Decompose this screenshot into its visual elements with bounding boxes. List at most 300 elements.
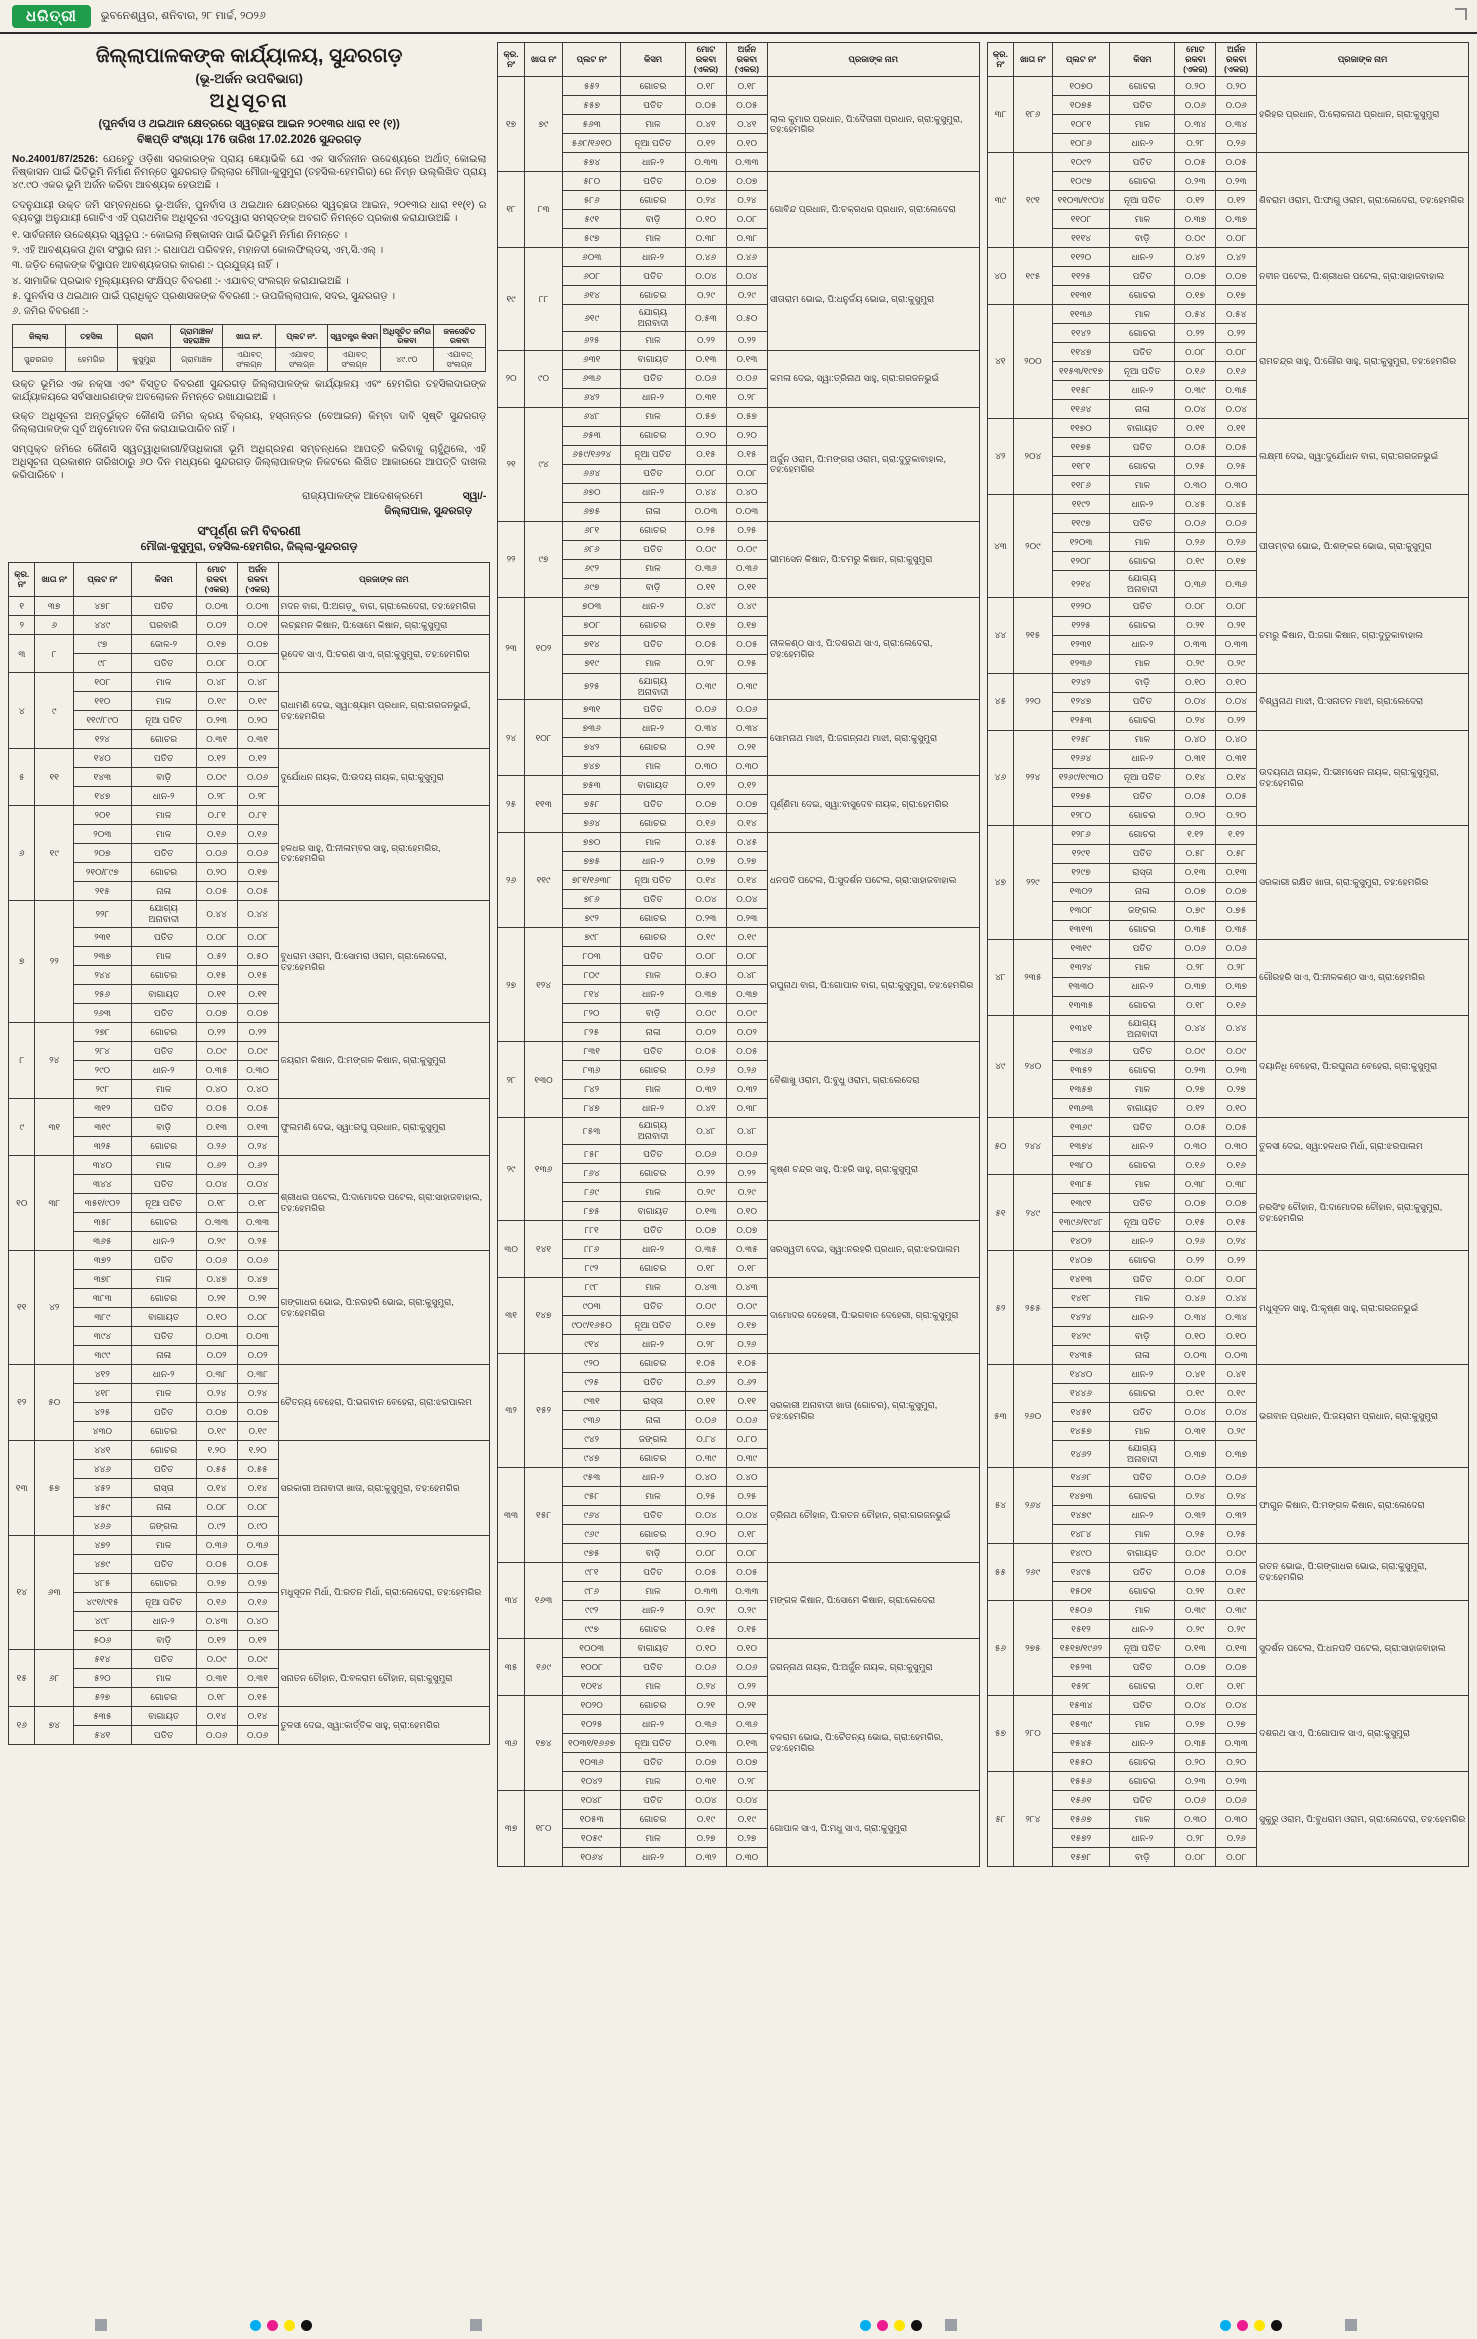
plot-cell: ୧୩୯୧ xyxy=(1052,1194,1110,1213)
area-acquired-cell: ୦.୧୮ xyxy=(726,1259,767,1278)
kisam-cell: ଧାନ-୨ xyxy=(1110,1734,1175,1753)
kisam-cell: ବାଡ଼ି xyxy=(131,768,196,787)
area-total-cell: ୦.୦୩ xyxy=(1175,1346,1216,1365)
plot-cell: ୧୩୫୭ xyxy=(1052,1080,1110,1099)
area-acquired-cell: ୦.୨୯ xyxy=(726,1601,767,1620)
area-total-cell: ୦.୫୭ xyxy=(686,407,727,426)
kisam-cell: ପତିତ xyxy=(131,1099,196,1118)
area-total-cell: ୦.୩୫ xyxy=(686,1240,727,1259)
area-acquired-cell: ୦.୨୮ xyxy=(726,388,767,407)
color-dot xyxy=(301,2320,312,2331)
area-acquired-cell: ୦.୦୮ xyxy=(1216,343,1257,362)
kisam-cell: ପତିତ xyxy=(131,1650,196,1669)
area-total-cell: ୦.୩୪ xyxy=(1175,1308,1216,1327)
kisam-cell: ପତିତ xyxy=(1110,787,1175,806)
kisam-cell: ଗୋଚର xyxy=(621,77,686,96)
land-row xyxy=(498,172,979,191)
plot-cell: ୧୦୮୧ xyxy=(1052,115,1110,134)
owner-name-cell: ମଙ୍ଗଳ କିଷାନ, ପି:ସୋମେ କିଷାନ, ଗ୍ରା:ଲେଦେରା xyxy=(767,1563,979,1639)
plot-cell: ୯୩୬ xyxy=(563,1411,621,1430)
column-header: ପ୍ଲଟ ନଂ. xyxy=(275,325,328,348)
area-total-cell: ୦.୨୪ xyxy=(1175,711,1216,730)
kisam-cell: ନାଳା xyxy=(131,1346,196,1365)
area-total-cell: ୦.୪୧ xyxy=(686,1099,727,1118)
plot-cell: ୮୧୪ xyxy=(563,985,621,1004)
kisam-cell: ଯୋଗ୍ୟ ଅନାବାଦୀ xyxy=(621,1118,686,1145)
land-row xyxy=(987,1118,1468,1137)
plot-cell: ୧୩୩୫ xyxy=(1052,996,1110,1015)
plot-cell: ୭୭୦ xyxy=(563,833,621,852)
kisam-cell: ପତିତ xyxy=(131,1042,196,1061)
serial-cell: ୪୮ xyxy=(987,939,1013,1015)
land-row xyxy=(498,407,979,426)
kisam-cell: ଗୋଚର xyxy=(1110,920,1175,939)
khata-cell: ୧୦୨ xyxy=(524,597,563,700)
kisam-cell: ଧାନ-୨ xyxy=(621,985,686,1004)
kisam-cell: ଗୋଚର xyxy=(131,1213,196,1232)
plot-cell: ୧୦୫୯ xyxy=(563,1829,621,1848)
owner-name-cell: ତୁଳସୀ ଦେଇ, ସ୍ୱା:ହଳଧର ମିର୍ଧା, ଗ୍ରା:ଝରପାଲମ xyxy=(1257,1118,1469,1175)
plot-cell: ୧୦୨୦ xyxy=(563,1696,621,1715)
kisam-cell: ପତିତ xyxy=(1110,844,1175,863)
plot-cell: ୬୮୬ xyxy=(563,540,621,559)
area-acquired-cell: ୦.୩୭ xyxy=(1216,210,1257,229)
area-acquired-cell: ୦.୦୫ xyxy=(1216,787,1257,806)
kisam-cell: ଜୋଳ-୨ xyxy=(131,635,196,654)
area-total-cell: ୦.୩୮ xyxy=(686,229,727,248)
column-header: ଗ୍ରାମ xyxy=(118,325,171,348)
khata-cell: ୮ xyxy=(35,635,74,673)
area-total-cell: ୦.୦୪ xyxy=(1175,1403,1216,1422)
area-acquired-cell: ୦.୧୭ xyxy=(1216,552,1257,571)
plot-cell: ୩୮୩ xyxy=(73,1289,131,1308)
plot-cell: ୩୫୧/୯୦୨ xyxy=(73,1194,131,1213)
owner-name-cell: କମଳା ଦେଇ, ସ୍ୱା:ତ୍ରିନାଥ ସାହୁ, ଗ୍ରା:ଗରଜନଭୁଇଁ xyxy=(767,350,979,407)
kisam-cell: ମାଳ xyxy=(621,1487,686,1506)
khata-cell: ୧୯ xyxy=(35,806,74,901)
owner-name-cell: ଅର୍ଜୁନ ଓରାମ, ପି:ମଙ୍ଗରା ଓରାମ, ଗ୍ରା:ଦୁଡୁକାବାହାଲ, ତହ:ହେମଗିର xyxy=(767,407,979,521)
area-acquired-cell: ୦.୨୮ xyxy=(726,1772,767,1791)
kisam-cell: ପତିତ xyxy=(1110,597,1175,616)
kisam-cell: ଗୋଚର xyxy=(621,1525,686,1544)
plot-cell: ୮୫୩ xyxy=(563,1118,621,1145)
serial-cell: ୫୨ xyxy=(987,1251,1013,1365)
plot-cell: ୮୬୪ xyxy=(563,1164,621,1183)
kisam-cell: ଗୋଚର xyxy=(131,1137,196,1156)
owner-name-cell: ଗୋବିନ୍ଦ ପ୍ରଧାନ, ପି:ଚକ୍ରଧର ପ୍ରଧାନ, ଗ୍ରା:ଲେଦେରା xyxy=(767,172,979,248)
plot-cell: ୧୦୭୦ xyxy=(1052,77,1110,96)
area-total-cell: ୦.୦୭ xyxy=(1175,1658,1216,1677)
serial-cell: ୩୮ xyxy=(987,77,1013,153)
land-row xyxy=(987,1251,1468,1270)
area-acquired-cell: ୦.୫୫ xyxy=(237,1460,278,1479)
area-acquired-cell: ୦.୨୮ xyxy=(1216,958,1257,977)
plot-cell: ୧୩୭୪ xyxy=(1052,1137,1110,1156)
area-total-cell: ୦.୧୫ xyxy=(686,1620,727,1639)
area-acquired-cell: ୦.୧୧ xyxy=(726,1392,767,1411)
serial-cell: ୫୫ xyxy=(987,1544,1013,1601)
owner-name-cell: ବଳରାମ ଭୋଇ, ପି:ଚୈତନ୍ୟ ଭୋଇ, ଗ୍ରା:ହେମଗିର, ତହ:ହେମଗିର xyxy=(767,1696,979,1791)
area-acquired-cell: ୦.୨୦ xyxy=(1216,806,1257,825)
plot-cell: ୪୯୮ xyxy=(73,1612,131,1631)
khata-cell: ୨୦୪ xyxy=(1014,419,1053,495)
area-total-cell: ୦.୧୧ xyxy=(1175,419,1216,438)
plot-cell: ୫୩୫ xyxy=(73,1707,131,1726)
kisam-cell: ଗୋଚର xyxy=(621,1259,686,1278)
area-total-cell: ୦.୨୫ xyxy=(686,521,727,540)
color-dot xyxy=(284,2320,295,2331)
crop-mark-icon xyxy=(1455,8,1467,20)
area-total-cell: ୦.୧୧ xyxy=(686,1392,727,1411)
plot-cell: ୯୩୧ xyxy=(563,1392,621,1411)
khata-cell: ୮୩ xyxy=(524,172,563,248)
plot-cell: ୬୨୫ xyxy=(563,331,621,350)
area-total-cell: ୦.୨୮ xyxy=(686,654,727,673)
plot-cell: ୧୧୧୪ xyxy=(1052,229,1110,248)
kisam-cell: ନାଳା xyxy=(621,1411,686,1430)
kisam-cell: ଗୋଚର xyxy=(1110,1677,1175,1696)
serial-cell: ୨୨ xyxy=(498,521,524,597)
plot-cell: ୪୮୫ xyxy=(73,1574,131,1593)
column-header: ଗ୍ରାମାଞ୍ଚଳ/ ସହରାଞ୍ଚଳ xyxy=(170,325,223,348)
area-acquired-cell: ୦.୪୨ xyxy=(1216,248,1257,267)
khata-cell: ୨୨ xyxy=(35,901,74,1023)
kisam-cell: ପତିତ xyxy=(621,700,686,719)
owner-name-cell: ଲାଲ କୁମାର ପ୍ରଧାନ, ପି:ଦୈତାରୀ ପ୍ରଧାନ, ଗ୍ରା:କୁସୁମୁରା, ତହ:ହେମଗିର xyxy=(767,77,979,172)
kisam-cell: ମାଳ xyxy=(131,1536,196,1555)
area-acquired-cell: ୦.୨୫ xyxy=(1216,457,1257,476)
plot-cell: ୧୨୨୦ xyxy=(1052,597,1110,616)
plot-cell: ୫୧୪ xyxy=(73,1650,131,1669)
area-acquired-cell: ୦.୩୯ xyxy=(1216,1601,1257,1620)
area-total-cell: ୦.୩୯ xyxy=(1175,381,1216,400)
plot-cell: ୩୫୮ xyxy=(73,1213,131,1232)
serial-cell: ୪୨ xyxy=(987,419,1013,495)
plot-cell: ୭୧୯ xyxy=(563,654,621,673)
area-acquired-cell: ୦.୨୫ xyxy=(237,1232,278,1251)
plot-cell: ୧୦୮୬ xyxy=(1052,134,1110,153)
serial-cell: ୧୮ xyxy=(498,172,524,248)
owner-name-cell: ବୁଧରାମ ଓରାମ, ପି:ସୋମରା ଓରାମ, ଗ୍ରା:ଲେଦେରା, ତହ:ହେମଗିର xyxy=(278,901,490,1023)
plot-cell: ୮୦୯ xyxy=(563,966,621,985)
serial-cell: ୧୦ xyxy=(9,1156,35,1251)
area-total-cell: ୦.୩୪ xyxy=(1175,115,1216,134)
area-acquired-cell: ୦.୦୭ xyxy=(237,1004,278,1023)
column-header: ଜଳସେଚିତ ରକବା xyxy=(433,325,486,348)
plot-cell: ୨୦୧ xyxy=(73,806,131,825)
print-registration-marks xyxy=(0,2317,1477,2333)
area-acquired-cell: ୦.୦୮ xyxy=(1216,1848,1257,1867)
area-acquired-cell: ୦.୩୦ xyxy=(726,1848,767,1867)
area-total-cell: ୦.୦୬ xyxy=(1175,514,1216,533)
area-acquired-cell: ୦.୩୩ xyxy=(1216,1734,1257,1753)
area-total-cell: ୦.୪୬ xyxy=(1175,1289,1216,1308)
area-total-cell: ୦.୧୩ xyxy=(1175,1639,1216,1658)
area-total-cell: ୦.୨୬ xyxy=(686,1061,727,1080)
area-acquired-cell: ୦.୧୭ xyxy=(1216,286,1257,305)
plot-cell: ୨୦୭ xyxy=(73,844,131,863)
area-acquired-cell: ୦.୦୫ xyxy=(726,1563,767,1582)
area-total-cell: ୦.୪୦ xyxy=(686,1468,727,1487)
area-acquired-cell: ୦.୨୫ xyxy=(1216,1525,1257,1544)
area-acquired-cell: ୦.୦୫ xyxy=(1216,438,1257,457)
masthead-dateline: ଭୁବନେଶ୍ୱର, ଶନିବାର, ୨୮ ମାର୍ଚ୍ଚ, ୨୦୨୬ xyxy=(100,9,266,22)
area-total-cell: ୦.୩୯ xyxy=(686,673,727,700)
column-header: କିସମ xyxy=(131,563,196,597)
area-total-cell: ୦.୦୯ xyxy=(1175,1544,1216,1563)
area-total-cell: ୦.୧୭ xyxy=(686,616,727,635)
land-table-header-row xyxy=(987,43,1468,77)
plot-cell: ୨୦୩ xyxy=(73,825,131,844)
plot-cell: ୨୫୬ xyxy=(73,985,131,1004)
kisam-cell: ମାଳ xyxy=(621,757,686,776)
area-acquired-cell: ୦.୧୯ xyxy=(1216,1384,1257,1403)
area-acquired-cell: ୦.୦୫ xyxy=(1216,1563,1257,1582)
area-acquired-cell: ୦.୩୩ xyxy=(237,1213,278,1232)
kisam-cell: ପତିତ xyxy=(621,1373,686,1392)
kisam-cell: ଧାନ-୨ xyxy=(1110,495,1175,514)
column-header: ତହସିଲ xyxy=(65,325,118,348)
serial-cell: ୨୪ xyxy=(498,700,524,776)
area-total-cell: ୦.୧୮ xyxy=(196,1194,237,1213)
area-acquired-cell: ୦.୪୧ xyxy=(1216,1365,1257,1384)
kisam-cell: ପତିତ xyxy=(131,1327,196,1346)
plot-cell: ୪୧୨ xyxy=(73,1365,131,1384)
area-acquired-cell: ୦.୧୮ xyxy=(726,1525,767,1544)
land-row xyxy=(987,1365,1468,1384)
area-acquired-cell: ୦.୧୧ xyxy=(726,578,767,597)
area-total-cell: ୦.୧୨ xyxy=(196,749,237,768)
area-acquired-cell: ୦.୦୮ xyxy=(1216,229,1257,248)
serial-cell: ୧୧ xyxy=(9,1251,35,1365)
department-line: (ଭୂ-ଅର୍ଜନ ଉପବିଭାଗ) xyxy=(195,71,303,86)
kisam-cell: ମାଳ xyxy=(621,115,686,134)
kisam-cell: ମାଳ xyxy=(1110,1601,1175,1620)
area-total-cell: ୦.୦୯ xyxy=(686,1297,727,1316)
khata-cell: ୨୩୫ xyxy=(1014,939,1053,1015)
kisam-cell: ଧାନ-୨ xyxy=(1110,1137,1175,1156)
area-total-cell: ୦.୧୬ xyxy=(686,814,727,833)
column-header: ପ୍ରଜାଙ୍କ ନାମ xyxy=(278,563,490,597)
area-total-cell: ୦.୦୯ xyxy=(686,1004,727,1023)
area-total-cell: ୦.୨୪ xyxy=(1175,1487,1216,1506)
kisam-cell: ଗୋଚର xyxy=(1110,1582,1175,1601)
area-total-cell: ୦.୩୦ xyxy=(1175,1137,1216,1156)
kisam-cell: ଗୋଚର xyxy=(131,1441,196,1460)
land-row xyxy=(498,350,979,369)
land-row xyxy=(498,1639,979,1658)
plot-cell: ୬୩୧ xyxy=(563,350,621,369)
area-acquired-cell: ୦.୪୦ xyxy=(1216,730,1257,749)
area-total-cell: ୦.୨୯ xyxy=(1175,654,1216,673)
kisam-cell: ଧାନ-୨ xyxy=(1110,977,1175,996)
area-acquired-cell: ୦.୩୮ xyxy=(1216,1175,1257,1194)
area-acquired-cell: ୦.୦୪ xyxy=(1216,1403,1257,1422)
area-acquired-cell: ୦.୩୮ xyxy=(726,229,767,248)
kisam-cell: ନୂଆ ପତିତ xyxy=(131,1194,196,1213)
owner-name-cell: ଗଙ୍ଗାଧର ଭୋଇ, ପି:ନରହରି ଭୋଇ, ଗ୍ରା:କୁସୁମୁରା, ତହ:ହେମଗିର xyxy=(278,1251,490,1365)
plot-cell: ୧୦୯୨ xyxy=(1052,153,1110,172)
kisam-cell: ମାଳ xyxy=(1110,730,1175,749)
summary-cell: ଏଯାବତ୍ ସଂଲଗ୍ନ xyxy=(433,348,486,371)
summary-cell: ଗ୍ରାମାଞ୍ଚଳ xyxy=(170,348,223,371)
area-total-cell: ୦.୧୯ xyxy=(1175,552,1216,571)
owner-name-cell: ଶ୍ରୀଧର ପଟେଲ, ପି:ଦାମୋଦର ପଟେଲ, ଗ୍ରା:ସାହାଜବାହାଲ, ତହ:ହେମଗିର xyxy=(278,1156,490,1251)
kisam-cell: ପତିତ xyxy=(621,1145,686,1164)
plot-cell: ୨୬୩ xyxy=(73,1004,131,1023)
plot-cell: ୨୮୪ xyxy=(73,1042,131,1061)
khata-cell: ୯୭ xyxy=(524,521,563,597)
plot-cell: ୧୦୩୧/୧୬୬୭ xyxy=(563,1734,621,1753)
plot-cell: ୧୨୯୭ xyxy=(1052,863,1110,882)
land-row xyxy=(498,1221,979,1240)
kisam-cell: ନାଳା xyxy=(1110,400,1175,419)
area-acquired-cell: ୦.୩୧ xyxy=(237,1669,278,1688)
area-total-cell: ୦.୧୨ xyxy=(686,134,727,153)
kisam-cell: ମାଳ xyxy=(621,559,686,578)
kisam-cell: ଗୋଚର xyxy=(621,1061,686,1080)
area-total-cell: ୦.୧୭ xyxy=(686,1316,727,1335)
plot-cell: ୧୦୨୫ xyxy=(563,1715,621,1734)
area-acquired-cell: ୦.୦୪ xyxy=(726,1791,767,1810)
kisam-cell: ଗୋଚର xyxy=(1110,457,1175,476)
plot-cell: ୧୧୦ xyxy=(73,692,131,711)
khata-cell: ୧୪୭ xyxy=(524,1278,563,1354)
land-row xyxy=(987,1772,1468,1791)
area-acquired-cell: ୦.୧୯ xyxy=(237,692,278,711)
area-acquired-cell: ୦.୪୦ xyxy=(237,1080,278,1099)
area-acquired-cell: ୦.୪୩ xyxy=(726,1278,767,1297)
column-header: ଖାତା ନଂ. xyxy=(223,325,276,348)
plot-cell: ୧୪୧୮ xyxy=(1052,1289,1110,1308)
plot-cell: ୧୫୨୩ xyxy=(1052,1658,1110,1677)
owner-name-cell: ଭୀମସେନ କିଷାନ, ପି:ଚମରୁ କିଷାନ, ଗ୍ରା:କୁସୁମୁରା xyxy=(767,521,979,597)
kisam-cell: ପତିତ xyxy=(1110,1696,1175,1715)
area-acquired-cell: ୦.୨୯ xyxy=(1216,1620,1257,1639)
land-row xyxy=(987,597,1468,616)
area-total-cell: ୦.୨୭ xyxy=(686,1829,727,1848)
area-acquired-cell: ୦.୩୩ xyxy=(726,1582,767,1601)
plot-cell: ୬୬୪ xyxy=(563,464,621,483)
land-row xyxy=(9,1536,490,1555)
kisam-cell: ଗୋଚର xyxy=(621,909,686,928)
plot-cell: ୯୮୧ xyxy=(563,1563,621,1582)
area-total-cell: ୦.୨୨ xyxy=(686,1164,727,1183)
plot-cell: ୭୯୮ xyxy=(563,928,621,947)
khata-cell: ୧୩୦ xyxy=(524,1042,563,1118)
plot-cell: ୧୪୯୦ xyxy=(1052,1544,1110,1563)
owner-name-cell: ଗୌରହରି ସାଏ, ପି:ନୀଳକଣ୍ଠ ସାଏ, ଗ୍ରା:ହେମଗିର xyxy=(1257,939,1469,1015)
area-total-cell: ୧.୧୨ xyxy=(1175,825,1216,844)
plot-cell: ୧୩୫୨ xyxy=(1052,1061,1110,1080)
plot-cell: ୨୭୮ xyxy=(73,1023,131,1042)
plot-cell: ୧୫୭୮ xyxy=(1052,1848,1110,1867)
kisam-cell: ଗୋଚର xyxy=(131,1023,196,1042)
area-acquired-cell: ୦.୦୮ xyxy=(237,1308,278,1327)
area-total-cell: ୦.୩୫ xyxy=(1175,920,1216,939)
plot-cell: ୧୪୦୭ xyxy=(1052,1251,1110,1270)
area-total-cell: ୦.୪୦ xyxy=(196,1080,237,1099)
column-header: ଜିଲ୍ଲା xyxy=(13,325,66,348)
plot-cell: ୧୨୨୫ xyxy=(1052,616,1110,635)
plot-cell: ୧୦୦୩ xyxy=(563,1639,621,1658)
kisam-cell: ଜଙ୍ଗଲ xyxy=(1110,901,1175,920)
masthead xyxy=(0,0,1477,34)
kisam-cell: ଧାନ-୨ xyxy=(621,1715,686,1734)
khata-cell: ୨୦୦ xyxy=(1014,305,1053,419)
notification-number-line: ବିଜ୍ଞପ୍ତି ସଂଖ୍ୟା 176 ତାରିଖ 17.02.2026 ସୁନ୍ଦରଗଡ଼ xyxy=(136,134,362,146)
plot-cell: ୩୪୦ xyxy=(73,1156,131,1175)
area-total-cell: ୦.୪୯ xyxy=(686,597,727,616)
area-total-cell: ୦.୨୬ xyxy=(196,1137,237,1156)
area-acquired-cell: ୦.୩୨ xyxy=(1216,1506,1257,1525)
column-header: ଖାତା ନଂ xyxy=(35,563,74,597)
kisam-cell: ପତିତ xyxy=(131,1175,196,1194)
area-total-cell: ୦.୪୪ xyxy=(196,901,237,928)
area-total-cell: ୦.୪୧ xyxy=(1175,1365,1216,1384)
plot-cell: ୧୧୭୫ xyxy=(1052,438,1110,457)
land-row xyxy=(9,806,490,825)
kisam-cell: ନାଳା xyxy=(131,882,196,901)
khata-cell: ୨୨୯ xyxy=(1014,825,1053,939)
plot-cell: ୪୯୧/୯୧୫ xyxy=(73,1593,131,1612)
serial-cell: ୩୪ xyxy=(498,1563,524,1639)
area-total-cell: ୦.୧୬ xyxy=(196,1593,237,1612)
plot-cell: ୧୩୮୦ xyxy=(1052,1156,1110,1175)
kisam-cell: ଗୋଚର xyxy=(621,814,686,833)
area-acquired-cell: ୦.୨୦ xyxy=(237,711,278,730)
kisam-cell: ଧାନ-୨ xyxy=(621,1240,686,1259)
area-total-cell: ୦.୦୭ xyxy=(686,1753,727,1772)
summary-cell: ହେମଗିର xyxy=(65,348,118,371)
area-total-cell: ୦.୨୩ xyxy=(1175,172,1216,191)
plot-cell: ୮୩୧ xyxy=(563,1042,621,1061)
khata-cell: ୬ xyxy=(35,616,74,635)
land-row xyxy=(987,1015,1468,1042)
area-acquired-cell: ୦.୦୯ xyxy=(1216,1544,1257,1563)
kisam-cell: ପତିତ xyxy=(621,1563,686,1582)
owner-name-cell: ସୁକୁରୁ ଓରାମ, ପି:ବୁଧରାମ ଓରାମ, ଗ୍ରା:ଲେଦେରା, ତହ:ହେମଗିର xyxy=(1257,1772,1469,1867)
owner-name-cell: ରାମଚନ୍ଦ୍ର ସାହୁ, ପି:ଗୌର ସାହୁ, ଗ୍ରା:କୁସୁମୁରା, ତହ:ହେମଗିର xyxy=(1257,305,1469,419)
land-row xyxy=(9,597,490,616)
kisam-cell: ବାଡ଼ି xyxy=(1110,673,1175,692)
kisam-cell: ବାଗାୟତ xyxy=(621,776,686,795)
area-total-cell: ୦.୩୮ xyxy=(196,1365,237,1384)
kisam-cell: ଧାନ-୨ xyxy=(621,248,686,267)
area-acquired-cell: ୦.୩୦ xyxy=(1216,476,1257,495)
kisam-cell: ଗୋଚର xyxy=(1110,77,1175,96)
plot-cell: ୬୪୨ xyxy=(563,388,621,407)
area-acquired-cell: ୦.୧୧ xyxy=(237,985,278,1004)
area-acquired-cell: ୦.୪୪ xyxy=(237,901,278,928)
owner-name-cell: ଜଗନ୍ନାଥ ନାୟକ, ପି:ଅର୍ଜୁନ ନାୟକ, ଗ୍ରା:କୁସୁମୁରା xyxy=(767,1639,979,1696)
column-header: ପ୍ଲଟ ନଂ xyxy=(1052,43,1110,77)
kisam-cell: ବାଡ଼ି xyxy=(1110,1327,1175,1346)
kisam-cell: ନୂଆ ପତିତ xyxy=(621,445,686,464)
area-total-cell: ୦.୨୦ xyxy=(686,426,727,445)
area-acquired-cell: ୦.୧୬ xyxy=(1216,1156,1257,1175)
serial-cell: ୫ xyxy=(9,749,35,806)
plot-cell: ୧୦୦୮ xyxy=(563,1658,621,1677)
kisam-cell: ଗୋଚର xyxy=(1110,1251,1175,1270)
notice-item: ୫. ପୁନର୍ବାସ ଓ ଥଇଥାନ ପାଇଁ ପ୍ରାଧିକୃତ ପ୍ରଶାସକଙ୍କ ବିବରଣୀ :- ଉପଜିଲ୍ଲାପାଳ, ସଦର, ସୁନ୍ଦରଗଡ଼ । xyxy=(12,290,395,302)
area-total-cell: ୦.୦୫ xyxy=(196,1555,237,1574)
kisam-cell: ମାଳ xyxy=(1110,305,1175,324)
area-acquired-cell: ୦.୧୫ xyxy=(726,445,767,464)
area-total-cell: ୦.୨୦ xyxy=(1175,806,1216,825)
plot-cell: ୧୫୧୭/୧୯୬୨ xyxy=(1052,1639,1110,1658)
plot-cell: ୮୨୫ xyxy=(563,1023,621,1042)
